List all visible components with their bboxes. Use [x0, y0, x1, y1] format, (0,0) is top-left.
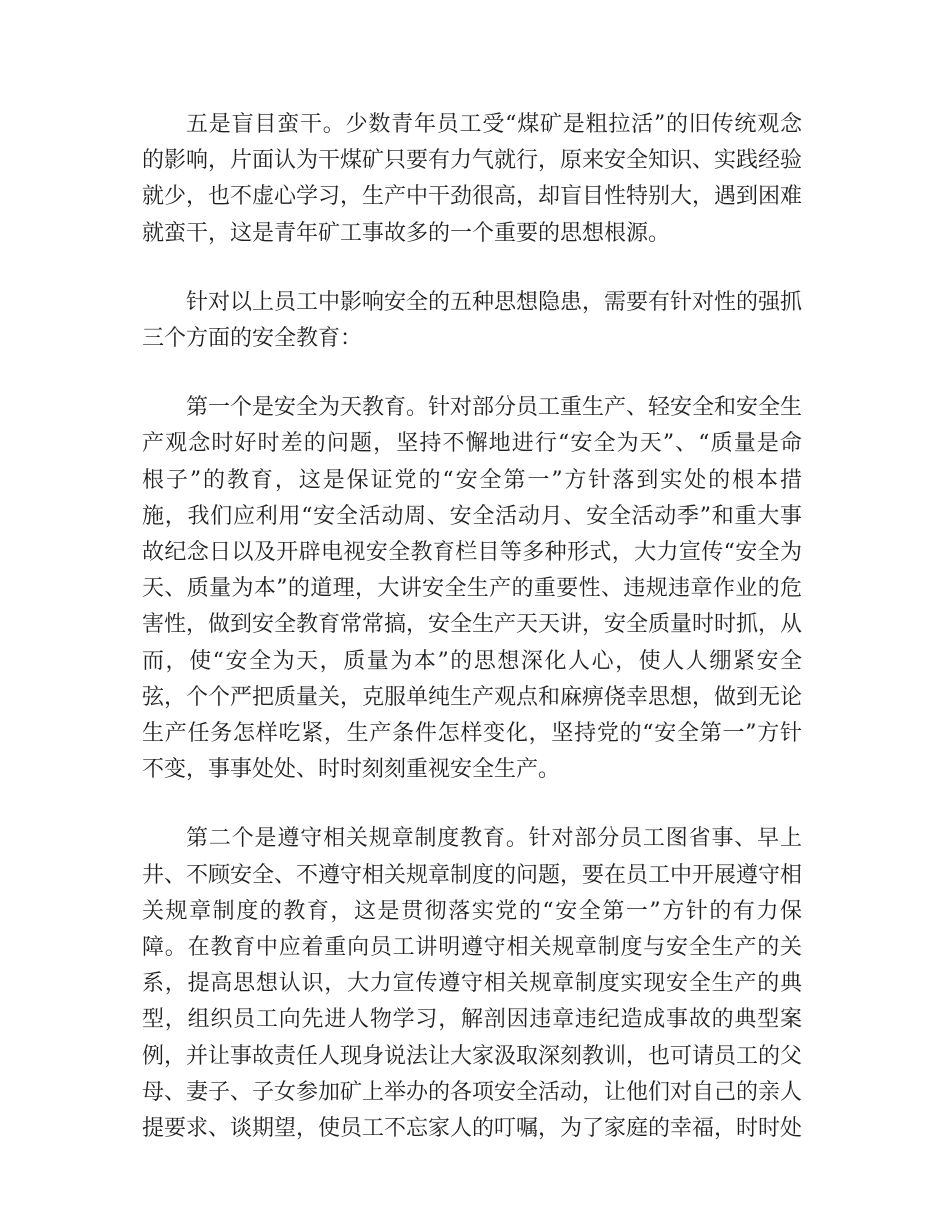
text-line: 井、不顾安全、不遵守相关规章制度的问题，要在员工中开展遵守相 [142, 862, 803, 888]
text-line: 关规章制度的教育，这是贯彻落实党的“安全第一”方针的有力保 [142, 898, 802, 924]
text-line: 提要求、谈期望，使员工不忘家人的叮嘱，为了家庭的幸福，时时处 [142, 1116, 803, 1142]
paragraph-regulations-education [142, 821, 802, 1147]
paragraph-three-aspects-intro [142, 285, 802, 357]
text-line: 天、质量为本”的道理，大讲安全生产的重要性、违规违章作业的危 [142, 576, 802, 602]
text-line: 五是盲目蛮干。少数青年员工受“煤矿是粗拉活”的旧传统观念 [186, 112, 802, 137]
text-line: 产观念时好时差的问题，坚持不懈地进行“安全为天”、“质量是命 [142, 431, 802, 457]
text-line: 母、妻子、子女参加矿上举办的各项安全活动，让他们对自己的亲人 [142, 1079, 803, 1105]
text-line: 例，并让事故责任人现身说法让大家汲取深刻教训，也可请员工的父 [142, 1043, 803, 1069]
text-line: 针对以上员工中影响安全的五种思想隐患，需要有针对性的强抓 [186, 289, 803, 315]
text-line: 弦，个个严把质量关，克服单纯生产观点和麻痹侥幸思想，做到无论 [142, 684, 803, 710]
text-line: 生产任务怎样吃紧，生产条件怎样变化，坚持党的“安全第一”方针 [142, 721, 802, 747]
text-line: 就少，也不虚心学习，生产中干劲很高，却盲目性特别大，遇到困难 [142, 184, 803, 210]
text-line: 施，我们应利用“安全活动周、安全活动月、安全活动季”和重大事 [142, 503, 802, 529]
text-line: 系，提高思想认识，大力宣传遵守相关规章制度实现安全生产的典 [142, 971, 802, 997]
text-line: 害性，做到安全教育常常搞，安全生产天天讲，安全质量时时抓，从 [142, 612, 803, 638]
text-line: 而，使“安全为天，质量为本”的思想深化人心，使人人绷紧安全 [142, 648, 802, 674]
text-line: 不变，事事处处、时时刻刻重视安全生产。 [142, 757, 561, 783]
paragraph-blind-recklessness [142, 107, 802, 252]
text-line: 第二个是遵守相关规章制度教育。针对部分员工图省事、早上 [186, 826, 802, 852]
document-body [142, 107, 802, 1147]
text-line: 的影响，片面认为干煤矿只要有力气就行，原来安全知识、实践经验 [142, 148, 803, 174]
text-line: 就蛮干，这是青年矿工事故多的一个重要的思想根源。 [142, 220, 671, 246]
paragraph-gap [142, 788, 802, 821]
paragraph-gap [142, 252, 802, 285]
text-line: 障。在教育中应着重向员工讲明遵守相关规章制度与安全生产的关 [142, 935, 802, 961]
text-line: 根子”的教育，这是保证党的“安全第一”方针落到实处的根本措 [142, 467, 802, 493]
paragraph-gap [142, 357, 802, 390]
paragraph-safety-first-education [142, 390, 802, 788]
text-line: 故纪念日以及开辟电视安全教育栏目等多种形式，大力宣传“安全为 [142, 540, 802, 566]
text-line: 第一个是安全为天教育。针对部分员工重生产、轻安全和安全生 [186, 395, 803, 421]
text-line: 三个方面的安全教育： [142, 326, 363, 352]
text-line: 型，组织员工向先进人物学习，解剖因违章违纪造成事故的典型案 [142, 1007, 802, 1033]
